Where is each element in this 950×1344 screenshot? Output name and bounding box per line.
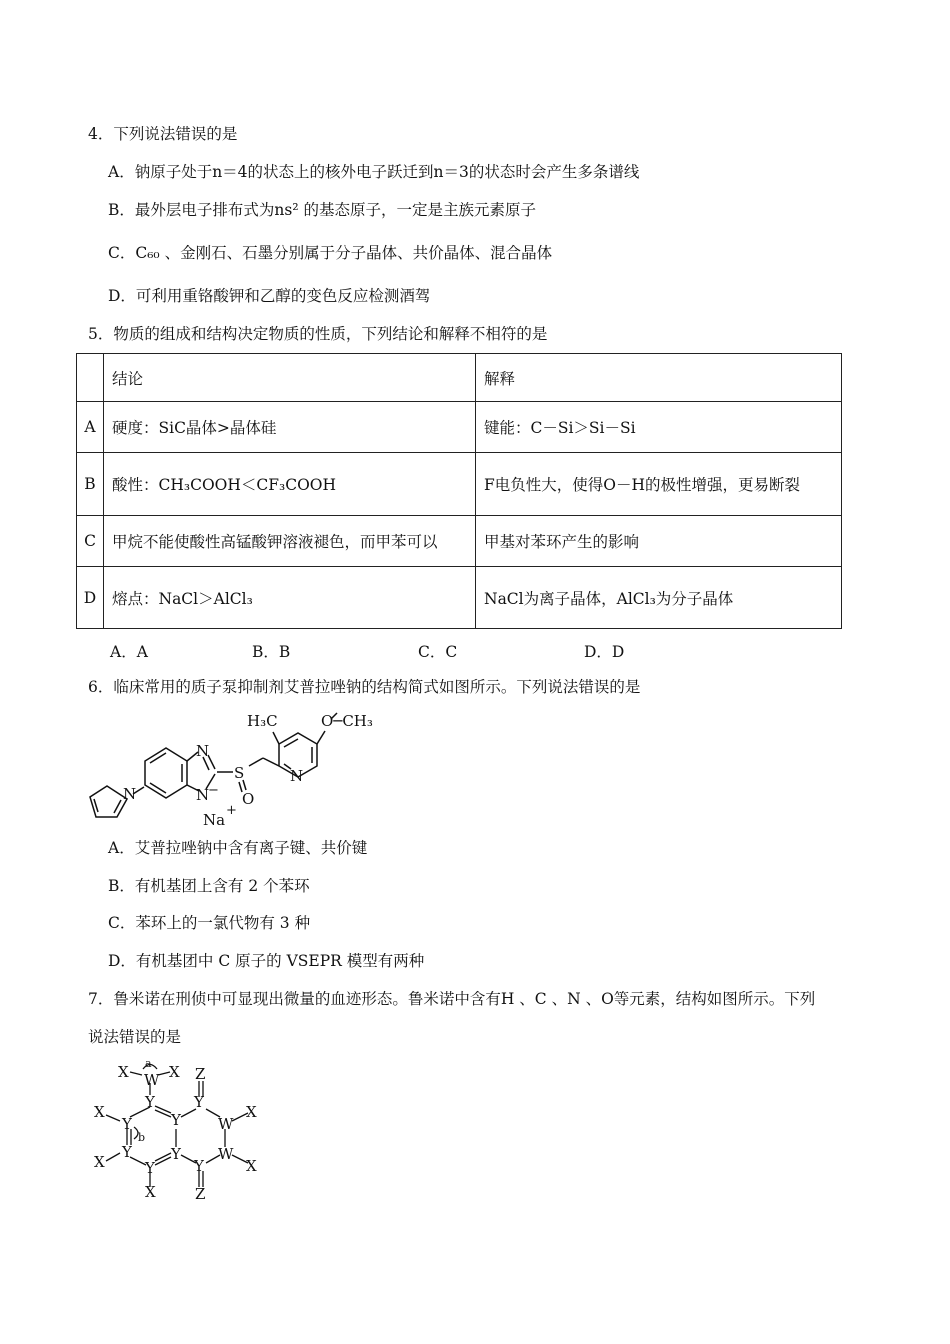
row-conclusion: 硬度：SiC晶体>晶体硅 — [104, 402, 476, 453]
table-header-key — [77, 354, 104, 402]
q5-answer-d: D．D — [584, 643, 625, 661]
luminol-structure — [90, 1055, 270, 1205]
q5-answer-a: A．A — [110, 643, 148, 661]
imidazole-n-label: N — [196, 742, 210, 760]
row-key: A — [77, 402, 104, 453]
methoxy-label: O─CH₃ — [321, 712, 373, 730]
y-label: Y — [122, 1115, 132, 1133]
q6-option-b: B．有机基团上含有 2 个苯环 — [108, 877, 310, 895]
x-label: X — [169, 1063, 180, 1081]
x-label: X — [118, 1063, 129, 1081]
q7-stem-line1: 7．鲁米诺在刑侦中可显现出微量的血迹形态。鲁米诺中含有H 、C 、N 、O等元素，结构如图所示。下列 — [88, 990, 816, 1008]
w-label: W — [144, 1071, 160, 1089]
z-label: Z — [195, 1185, 206, 1203]
y-label: Y — [194, 1157, 204, 1175]
y-label: Y — [171, 1111, 181, 1129]
row-conclusion: 甲烷不能使酸性高锰酸钾溶液褪色，而甲苯可以 — [104, 516, 476, 567]
x-label: X — [94, 1153, 105, 1171]
x-label: X — [246, 1103, 257, 1121]
q7-stem-line2: 说法错误的是 — [88, 1028, 182, 1046]
sulfur-label: S — [234, 764, 245, 782]
q4-stem: 4．下列说法错误的是 — [88, 125, 238, 143]
q5-table — [76, 353, 842, 629]
w-label: W — [218, 1115, 234, 1133]
sodium-label: Na — [203, 811, 226, 829]
table-row — [77, 453, 842, 516]
w-label: W — [218, 1145, 234, 1163]
q6-option-d: D．有机基团中 C 原子的 VSEPR 模型有两种 — [108, 952, 425, 970]
table-header-row — [77, 354, 842, 402]
pyrrole-nitrogen-label: N — [123, 785, 137, 803]
q5-answer-c: C．C — [418, 643, 458, 661]
row-explanation: F电负性大，使得O－H的极性增强，更易断裂 — [476, 453, 842, 516]
q4-option-a: A．钠原子处于n＝4的状态上的核外电子跃迁到n＝3的状态时会产生多条谱线 — [108, 163, 640, 181]
row-explanation: NaCl为离子晶体，AlCl₃为分子晶体 — [476, 567, 842, 629]
row-key: B — [77, 453, 104, 516]
negative-charge-label: − — [208, 783, 219, 798]
table-header-explanation: 解释 — [476, 354, 842, 402]
q4-option-b: B．最外层电子排布式为ns² 的基态原子，一定是主族元素原子 — [108, 201, 536, 219]
table-row — [77, 567, 842, 629]
q4-option-d: D．可利用重铬酸钾和乙醇的变色反应检测酒驾 — [108, 287, 431, 305]
x-label: X — [246, 1157, 257, 1175]
imidazole-n-minus-label: N — [196, 786, 210, 804]
table-header-conclusion: 结论 — [104, 354, 476, 402]
z-label: Z — [195, 1065, 206, 1083]
y-label: Y — [145, 1159, 155, 1177]
angle-b-label: b — [138, 1131, 146, 1144]
row-key: C — [77, 516, 104, 567]
y-label: Y — [145, 1093, 155, 1111]
methyl-label: H₃C — [247, 712, 278, 730]
y-label: Y — [171, 1145, 181, 1163]
q4-option-c: C．C₆₀ 、金刚石、石墨分别属于分子晶体、共价晶体、混合晶体 — [108, 244, 553, 262]
x-label: X — [94, 1103, 105, 1121]
row-conclusion: 熔点：NaCl＞AlCl₃ — [104, 567, 476, 629]
row-key: D — [77, 567, 104, 629]
q5-answer-b: B．B — [252, 643, 291, 661]
q6-stem: 6．临床常用的质子泵抑制剂艾普拉唑钠的结构简式如图所示。下列说法错误的是 — [88, 678, 641, 696]
q6-option-a: A．艾普拉唑钠中含有离子键、共价键 — [108, 839, 368, 857]
positive-charge-label: + — [226, 803, 237, 818]
row-conclusion: 酸性：CH₃COOH＜CF₃COOH — [104, 453, 476, 516]
row-explanation: 键能：C－Si＞Si－Si — [476, 402, 842, 453]
pyridine-n-label: N — [290, 767, 304, 785]
q5-stem: 5．物质的组成和结构决定物质的性质，下列结论和解释不相符的是 — [88, 325, 548, 343]
ilaprazole-sodium-structure — [85, 702, 385, 832]
y-label: Y — [194, 1093, 204, 1111]
oxygen-label: O — [242, 790, 255, 808]
table-row — [77, 402, 842, 453]
x-label: X — [145, 1183, 156, 1201]
angle-a-label: a — [145, 1057, 152, 1070]
y-label: Y — [122, 1143, 132, 1161]
row-explanation: 甲基对苯环产生的影响 — [476, 516, 842, 567]
q6-option-c: C．苯环上的一氯代物有 3 种 — [108, 914, 311, 932]
table-row — [77, 516, 842, 567]
